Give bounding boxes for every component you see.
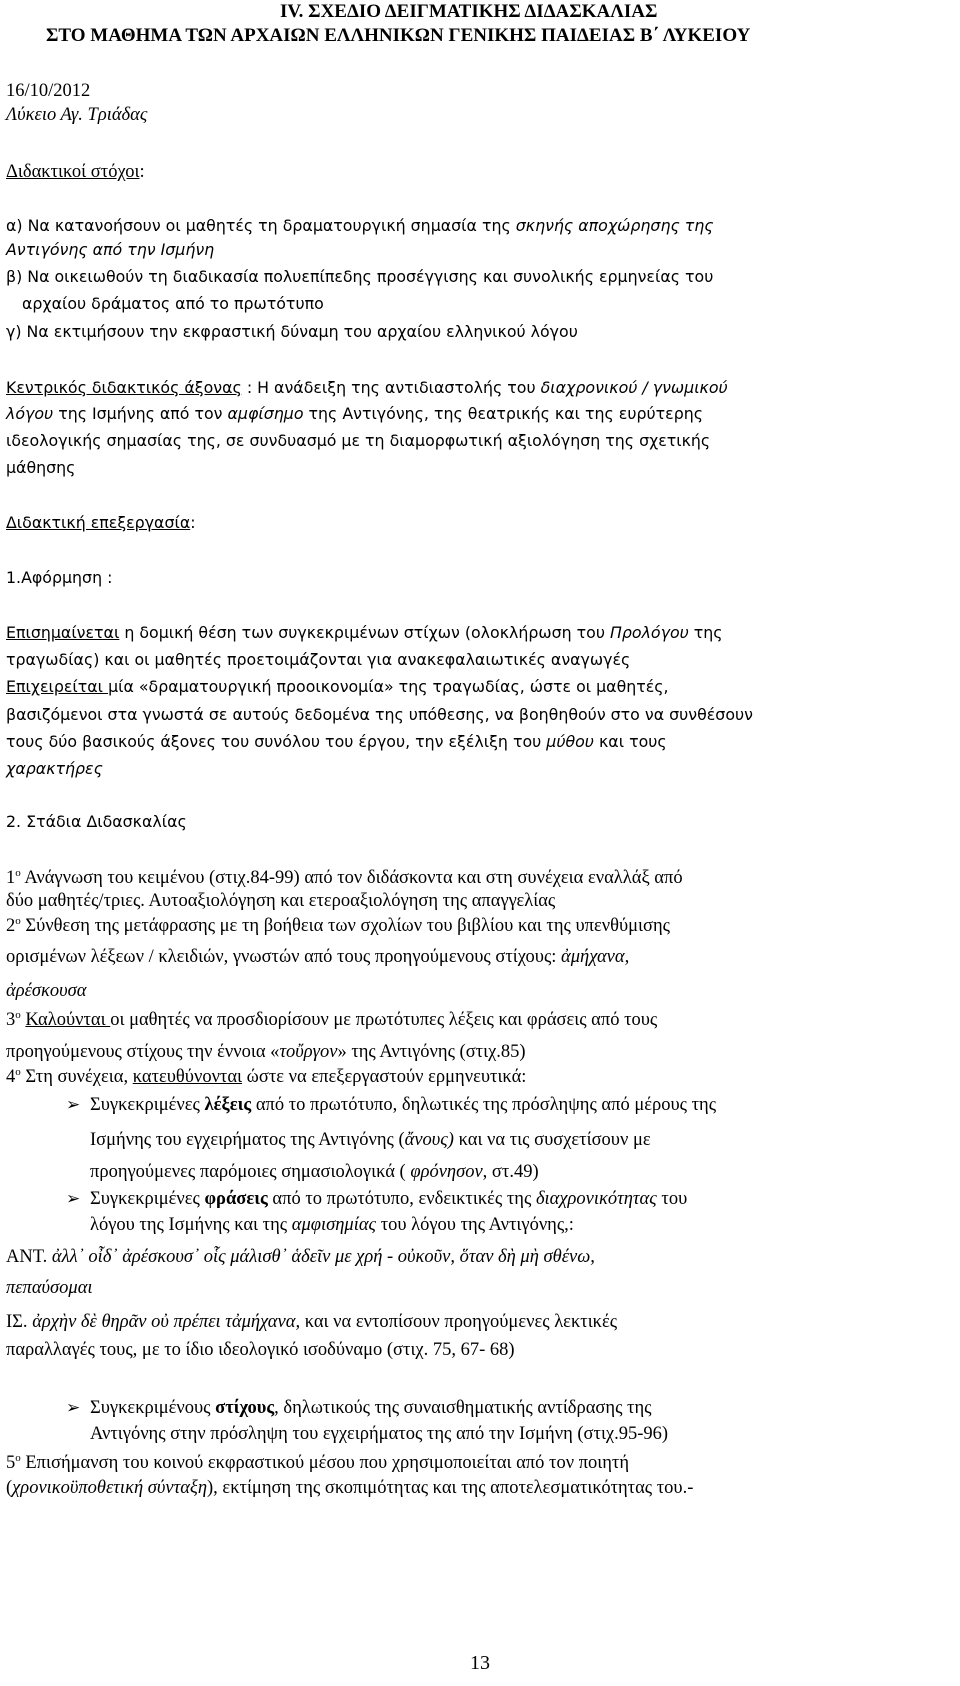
step-2-line-1: $2^o$ Σύνθεση της μετάφρασης με τη βοήθεια των σχολίων του βιβλίου και της υπενθύμισης [6, 914, 670, 936]
stage-2-title: 2. Στάδια Διδασκαλίας [6, 812, 187, 831]
stage-1-line-5: τους δύο βασικούς άξονες του συνόλου του έργου, την εξέλιξη του μύθου και τους [6, 732, 667, 751]
goal-c: γ) Να εκτιμήσουν την εκφραστική δύναμη του αρχαίου ελληνικού λόγου [6, 322, 578, 341]
stage-1-line-4: βασιζόμενοι στα γνωστά σε αυτούς δεδομένα της υπόθεσης, να βοηθηθούν στο να συνθέσουν [6, 705, 753, 724]
goals-title: Διδακτικοί στόχοι: [6, 162, 145, 182]
goal-a-line-2: Αντιγόνης από την Ισμήνη [6, 240, 215, 259]
bullet-3-line-2: Αντιγόνης στην πρόσληψη του εγχειρήματος της από την Ισμήνη (στιχ.95-96) [90, 1424, 669, 1444]
stage-1-line-1: Επισημαίνεται η δομική θέση των συγκεκριμένων στίχων (ολοκλήρωση του Προλόγου της [6, 623, 723, 642]
quote-ismene-line-2: παραλλαγές τους, με το ίδιο ιδεολογικό ισοδύναμο (στιχ. 75, 67- 68) [6, 1340, 515, 1360]
bullet-arrow-icon: ➢ [66, 1398, 81, 1418]
bullet-1-line-2: Ισμήνης του εγχειρήματος της Αντιγόνης (ἄνους) και να τις συσχετίσουν με [90, 1130, 651, 1150]
goal-a-line-1: α) Να κατανοήσουν οι μαθητές τη δραματουργική σημασία της σκηνής αποχώρησης της [6, 216, 714, 235]
stage-1-title: 1.Αφόρμηση : [6, 568, 113, 587]
axis-line-3: ιδεολογικής σημασίας της, σε συνδυασμό με τη διαμορφωτική αξιολόγηση της σχετικής [6, 431, 711, 450]
stage-1-line-2: τραγωδίας) και οι μαθητές προετοιμάζονται για ανακεφαλαιωτικές αναγωγές [6, 650, 631, 669]
quote-antigone-line-1: ΑΝΤ. ἀλλ᾽ οἶδ᾽ ἀρέσκουσ᾽ οἷς μάλισθ᾽ ἁδεῖν με χρή - οὐκοῦν, ὅταν δὴ μὴ σθένω, [6, 1247, 595, 1267]
quote-ismene-line-1: ΙΣ. ἀρχὴν δὲ θηρᾶν οὐ πρέπει τἀμήχανα, και να εντοπίσουν προηγούμενες λεκτικές [6, 1312, 618, 1332]
step-5-line-2: (χρονικοϋποθετική σύνταξη), εκτίμηση της σκοπιμότητας και της αποτελεσματικότητας του.- [6, 1478, 694, 1498]
bullet-2-line-1: Συγκεκριμένες φράσεις από το πρωτότυπο, ενδεικτικές της διαχρονικότητας του [90, 1189, 688, 1209]
stage-1-line-3: Επιχειρείται μία «δραματουργική προοικονομία» της τραγωδίας, ώστε οι μαθητές, [6, 677, 669, 696]
axis-line-4: μάθησης [6, 458, 76, 477]
bullet-1-line-3: προηγούμενες παρόμοιες σημασιολογικά ( φρόνησον, στ.49) [90, 1162, 539, 1182]
step-2-line-2: ορισμένων λέξεων / κλειδιών, γνωστών από τους προηγούμενους στίχους: ἀμήχανα, [6, 947, 630, 967]
step-2-line-3: ἀρέσκουσα [6, 981, 87, 1001]
goal-b-line-2: αρχαίου δράματος από το πρωτότυπο [22, 294, 324, 313]
bullet-arrow-icon: ➢ [66, 1095, 81, 1115]
stage-1-line-6: χαρακτήρες [6, 759, 103, 778]
axis-line-2: λόγου της Ισμήνης από τον αμφίσημο της Αντιγόνης, της θεατρικής και της ευρύτερης [6, 404, 704, 423]
quote-antigone-line-2: πεπαύσομαι [6, 1278, 93, 1298]
step-5-line-1: $5^o$ Επισήμανση του κοινού εκφραστικού μέσου που χρησιμοποιείται από τον ποιητή [6, 1451, 630, 1473]
bullet-1-line-1: Συγκεκριμένες λέξεις από το πρωτότυπο, δηλωτικές της πρόσληψης από μέρους της [90, 1095, 717, 1115]
step-1-line-1: $1^o$ Ανάγνωση του κειμένου (στιχ.84-99) από τον διδάσκοντα και στη συνέχεια εναλλάξ από [6, 866, 683, 888]
axis-line-1: Κεντρικός διδακτικός άξονας : Η ανάδειξη της αντιδιαστολής του διαχρονικού / γνωμικού [6, 378, 728, 397]
step-3-line-1: $3^o$ Καλούνται οι μαθητές να προσδιορίσουν με πρωτότυπες λέξεις και φράσεις από τους [6, 1008, 658, 1030]
step-4-line-1: $4^o$ Στη συνέχεια, κατευθύνονται ώστε να επεξεργαστούν ερμηνευτικά: [6, 1065, 527, 1087]
page-number: 13 [470, 1652, 490, 1674]
processing-title: Διδακτική επεξεργασία: [6, 513, 196, 532]
goal-b-line-1: β) Να οικειωθούν τη διαδικασία πολυεπίπεδης προσέγγισης και συνολικής ερμηνείας του [6, 267, 714, 286]
bullet-2-line-2: λόγου της Ισμήνης και της αμφισημίας του λόγου της Αντιγόνης,: [90, 1215, 574, 1235]
bullet-3-line-1: Συγκεκριμένους στίχους, δηλωτικούς της συναισθηματικής αντίδρασης της [90, 1398, 652, 1418]
heading-line-2: ΣΤΟ ΜΑΘΗΜΑ ΤΩΝ ΑΡΧΑΙΩΝ ΕΛΛΗΝΙΚΩΝ ΓΕΝΙΚΗΣ ΠΑΙΔΕΙΑΣ Β΄ ΛΥΚΕΙΟΥ [46, 25, 751, 46]
step-1-line-2: δύο μαθητές/τριες. Αυτοαξιολόγηση και ετεροαξιολόγηση της απαγγελίας [6, 891, 556, 911]
date: 16/10/2012 [6, 81, 91, 101]
school-name: Λύκειο Αγ. Τριάδας [6, 105, 148, 125]
step-3-line-2: προηγούμενους στίχους την έννοια «τοὔργον» της Αντιγόνης (στιχ.85) [6, 1042, 526, 1062]
heading-line-1: IV. ΣΧΕΔΙΟ ΔΕΙΓΜΑΤΙΚΗΣ ΔΙΔΑΣΚΑΛΙΑΣ [280, 1, 658, 22]
bullet-arrow-icon: ➢ [66, 1189, 81, 1209]
